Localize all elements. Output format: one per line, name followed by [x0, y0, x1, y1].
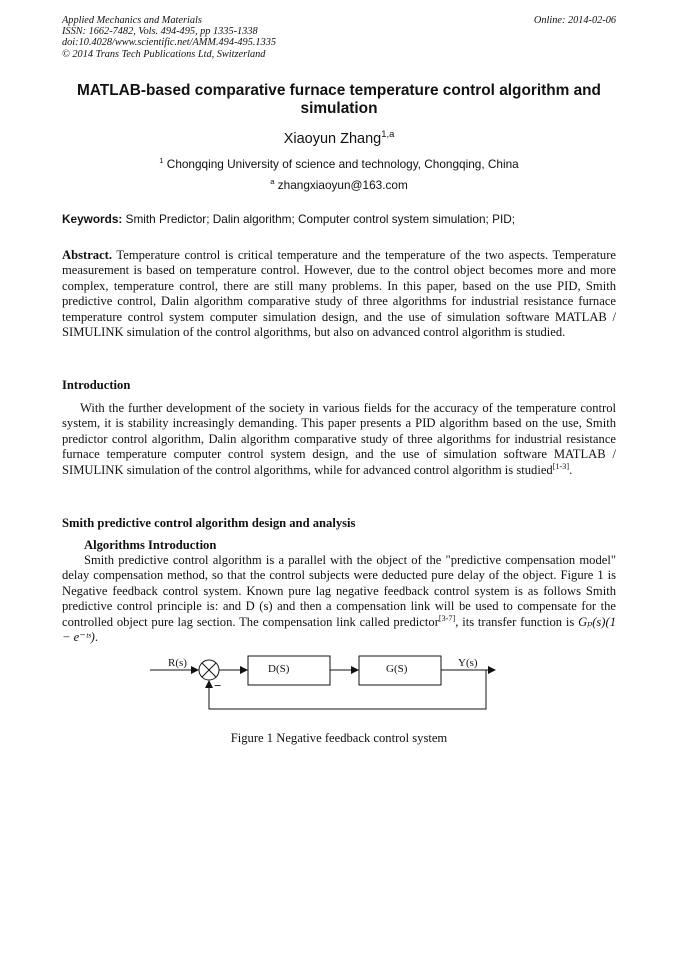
smith-cite: [3-7] [438, 613, 456, 623]
input-label: R(s) [168, 657, 187, 669]
affiliation-text: Chongqing University of science and technology, Chongqing, China [163, 157, 519, 171]
abstract-label: Abstract. [62, 248, 113, 262]
keywords-text: Smith Predictor; Dalin algorithm; Computer control system simulation; PID; [122, 212, 516, 226]
summing-junction [199, 660, 219, 680]
figure-caption: Figure 1 Negative feedback control system [230, 731, 448, 745]
copyright-line: © 2014 Trans Tech Publications Ltd, Switzerland [62, 48, 266, 60]
issn-line: ISSN: 1662-7482, Vols. 494-495, pp 1335-1338 [62, 26, 258, 38]
paper-title: MATLAB-based comparative furnace temperature control algorithm and simulation [77, 82, 601, 117]
smith-end: . [94, 630, 99, 645]
online-date: Online: 2014-02-06 [533, 15, 616, 26]
author-name: Xiaoyun Zhang [283, 131, 382, 147]
introduction-cite: [1-3] [552, 461, 570, 471]
feedback-sign: − [214, 678, 222, 693]
introduction-heading: Introduction [62, 378, 131, 392]
email-sup: a [270, 177, 275, 187]
journal-name: Applied Mechanics and Materials [62, 15, 202, 26]
smith-heading: Smith predictive control algorithm design and analysis [62, 516, 356, 530]
doi-line: doi:10.4028/www.scientific.net/AMM.494-495.1335 [62, 37, 277, 49]
introduction-end: . [569, 462, 573, 477]
output-label: Y(s) [458, 657, 478, 669]
transfer-function: Gₚ(s)(1 − e⁻ᵗˢ) [62, 614, 616, 645]
email-text: zhangxiaoyun@163.com [274, 178, 408, 192]
author-sup: 1,a [381, 128, 395, 140]
d-block-label: D(S) [268, 663, 290, 675]
g-block-label: G(S) [386, 663, 408, 675]
smith-body: Smith predictive control algorithm is a parallel with the object of the "predictive compensation model" delay compensation method, so that the control subjects were deducted pure delay of the object. Figure 1 is Negative feedback control system. Known pure lag negative feedback control system is as follows Smith predictive control principle is: and D (s) and then a compensation link will be used to compensate for the controlled object pure lag section. The compensation link called predictor [62, 553, 616, 629]
smith-body-2: , its transfer function is [455, 614, 579, 629]
feedback-path [209, 670, 486, 709]
algorithms-subheading: Algorithms Introduction [84, 538, 217, 552]
affiliation-sup: 1 [159, 156, 164, 166]
keywords-label: Keywords: [62, 212, 123, 226]
introduction-body: With the further development of the society in various fields for the accuracy of the temperature control system, it is stability increasingly demanding. This paper presents a PID algorithm based on the use, Smith predictor control algorithm, Dalin algorithm comparative study of three algorithms for industrial resistance furnace temperature computer control system design, and the use of simulation software MATLAB / SIMULINK simulation of the control algorithms, while for advanced control algorithm is studied [62, 401, 616, 477]
abstract-text: Temperature control is critical temperature and the temperature of the two aspects. Temperature measurement is based on temperature control. However, due to the control object becomes more and more complex, temperature control, there are still many problems. In this paper, based on the use PID, Smith predictive control, Dalin algorithm comparative study of three algorithms for industrial resistance furnace temperature control system computer simulation design, and the use of simulation software MATLAB / SIMULINK simulation of the control algorithms, but also on advanced control algorithm is studied. [62, 248, 616, 340]
